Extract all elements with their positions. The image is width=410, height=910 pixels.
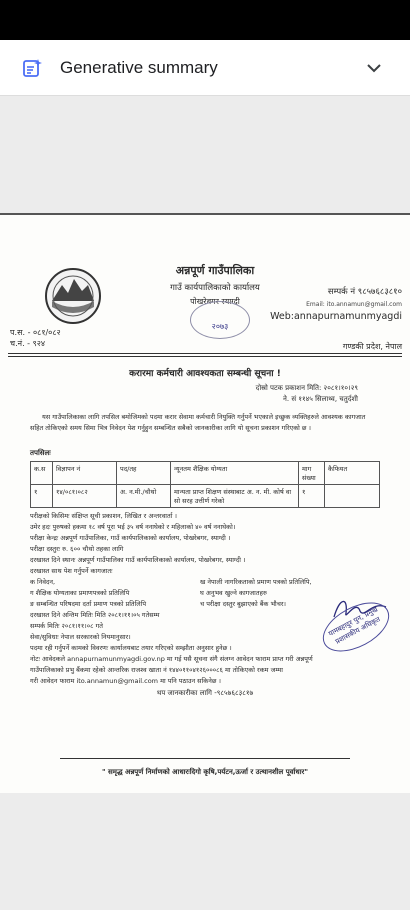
document-item: क निवेदन,	[30, 578, 56, 586]
notice-details	[30, 511, 380, 687]
detail-line: गाउँपालिकाको प्रभु बैंकमा रहेको आन्तरिक राजश्व खाता नं १४४०११०४१२६०००८६ मा तोकिएको रकम जम्मा	[30, 666, 283, 674]
table-cell: अ. न.मी./चौथो	[117, 485, 171, 508]
table-cell	[325, 485, 380, 508]
detail-line: गरी आवेदन फाराम ito.annamun@gmail.com मा पनि पठाउन सकिनेछ ।	[30, 677, 221, 685]
header-divider	[8, 353, 402, 354]
detail-line: सेवा/सुविधाः नेपाल सरकारको नियमानुसार।	[30, 633, 131, 641]
document-list-row	[30, 588, 380, 599]
notice-title: करारमा कर्मचारी आवश्यकता सम्बन्धी सूचना !	[129, 369, 281, 379]
detail-line: परीक्षको किसिमः संक्षिप्त सूची प्रकाशन, लिखित र अन्तरवार्ता ।	[30, 512, 177, 520]
table-caption: तपसिलः	[30, 449, 51, 457]
chevron-down-icon[interactable]	[362, 56, 386, 80]
detail-line: परीक्षा केन्द्रः अन्नपूर्ण गाउँपालिका, गाउँ कार्यपालिकाको कार्यालय, पोखरेबगर, स्याग्दी ।	[30, 534, 231, 542]
header-divider-secondary	[8, 356, 402, 357]
table-cell: १	[31, 485, 53, 508]
table-header-cell: विज्ञापन नं	[53, 462, 117, 485]
contact-email: Email: ito.annamun@gmail.com	[306, 301, 402, 308]
header-title: Generative summary	[60, 57, 218, 77]
fiscal-year: प.स. - ०८१/०८२	[10, 328, 61, 337]
detail-line: दरखास्त दिने स्थानः अन्नपूर्ण गाउँपालिका गाउँ कार्यपालिकाको कार्यालय, पोखरेबगर, स्याग्दी ।	[30, 556, 246, 564]
document-item: ङ सम्बन्धित परिषदमा दर्ता प्रमाण पत्रको प्रतिलिपि	[30, 600, 147, 608]
detail-line: दरखास्त दिने अन्तिम मितिः मिति २०८१।११।०५ गतेसम्म	[30, 611, 160, 619]
detail-line: उमेर हदः पुरुषको हकमा १८ वर्ष पूरा भई ३५ वर्ष ननाघेको र महिलाको ४० वर्ष ननाघेको।	[30, 523, 236, 531]
table-row	[31, 485, 380, 508]
detail-line: सम्पर्क मितिः २०८१।११।०८ गते	[30, 622, 103, 630]
official-stamp: यामबहादुर पुन, प्रमुख प्रशासकीय अधिकृत	[315, 592, 397, 661]
document-item: ग शैक्षिक योग्यताका प्रमाणपत्रको प्रतिलिपि	[30, 589, 130, 597]
detail-line: नोटः आवेदकले annapurnamunmyagdi.gov.np मा गई यसै सूचना संगै संलग्न आवेदन फाराम प्राप्त गरी अन्नपूर्ण	[30, 655, 313, 663]
document-list-row	[30, 599, 380, 610]
generative-summary-icon	[22, 58, 42, 78]
table-cell: मान्यता प्राप्त शिक्षण संस्थाबाट अ. न. मी. कोर्ष वा सो सरह उत्तीर्ण गरेको	[171, 485, 299, 508]
document-item: घ अनुभव खुल्ने कागजातहरु	[200, 589, 267, 597]
letterhead-contact	[270, 286, 402, 322]
document-list-row	[30, 577, 380, 588]
detail-line: परीक्षा दस्तुरः रु. ६०० चौथो तहका लागि	[30, 545, 124, 553]
reference-block	[10, 327, 61, 349]
contact-website: Web:annapurnamunmyagdi	[270, 311, 402, 322]
document-item: ख नेपाली नागरिकताको प्रमाण पत्रको प्रतिलिपि,	[200, 578, 312, 586]
municipality-emblem-icon	[44, 267, 102, 325]
notice-document	[0, 213, 410, 793]
footer-slogan: " समृद्ध अन्नपूर्ण निर्माणको आधारःदिगो कृषि,पर्यटन,ऊर्जा र उत्थानशील पूर्वाधार"	[101, 768, 309, 776]
province: गण्डकी प्रदेश, नेपाल	[342, 342, 402, 351]
status-bar	[0, 0, 410, 40]
closing-contact: थप जानकारीका लागि -९८५७६८३८१७	[156, 689, 254, 697]
table-cell: १४/०८१।०८२	[53, 485, 117, 508]
table-cell: १	[299, 485, 325, 508]
table-header-cell: कैफियत	[325, 462, 380, 485]
footer-divider	[60, 758, 350, 759]
table-header-row	[31, 462, 380, 485]
table-header-cell: न्यूनतम शैक्षिक योग्यता	[171, 462, 299, 485]
table-header-cell: क.स	[31, 462, 53, 485]
detail-line: पदमा रही गर्नुपर्ने कामको विवरणः कार्यालयबाट तयार गरिएको सम्झौता अनुसार हुनेछ ।	[30, 644, 232, 652]
document-item: च परीक्षा दस्तुर बुझाएको बैंक भौचर।	[200, 600, 286, 608]
dispatch-number: च.नं. - ९२४	[10, 339, 46, 348]
table-header-cell: पद/तह	[117, 462, 171, 485]
vacancy-table	[30, 461, 380, 508]
notice-intro: यस गाउँपालिकाका लागि तपसिल बमोजिमको पदमा करार सेवामा कर्मचारी नियुक्ति गर्नुपर्ने भएकाले इच्छुक व्यक्तिहरुले आवश्यक कागजात सहित तोकिएको समय सिमा भित्र निवेदन पेश गर्नुहुन सम्बन्धित सबैको जानकारीका लागि यो सूचना प्रकाशन गरिएको छ ।	[30, 413, 366, 432]
table-header-cell: माग संख्या	[299, 462, 325, 485]
office-address: पोखरेबगर स्याग्दी	[190, 297, 240, 306]
office-seal: २०७३	[190, 301, 250, 339]
contact-phone: सम्पर्क नं ९८५७६८३८१०	[327, 287, 402, 297]
org-name: अन्नपूर्ण गाउँपालिका	[175, 264, 255, 277]
summary-header[interactable]	[0, 40, 410, 96]
office-name: गाउँ कार्यपालिकाको कार्यालय	[170, 283, 260, 293]
publication-ref: ने. सं ११४५ सिलाथ्व, चतुर्दशी	[283, 395, 358, 403]
detail-line: दरखास्त साथ पेश गर्नुपर्ने कागजातः	[30, 567, 113, 575]
publication-date: दोस्रो पटक प्रकाशन मिति: २०८१।१०।२९	[255, 384, 358, 392]
